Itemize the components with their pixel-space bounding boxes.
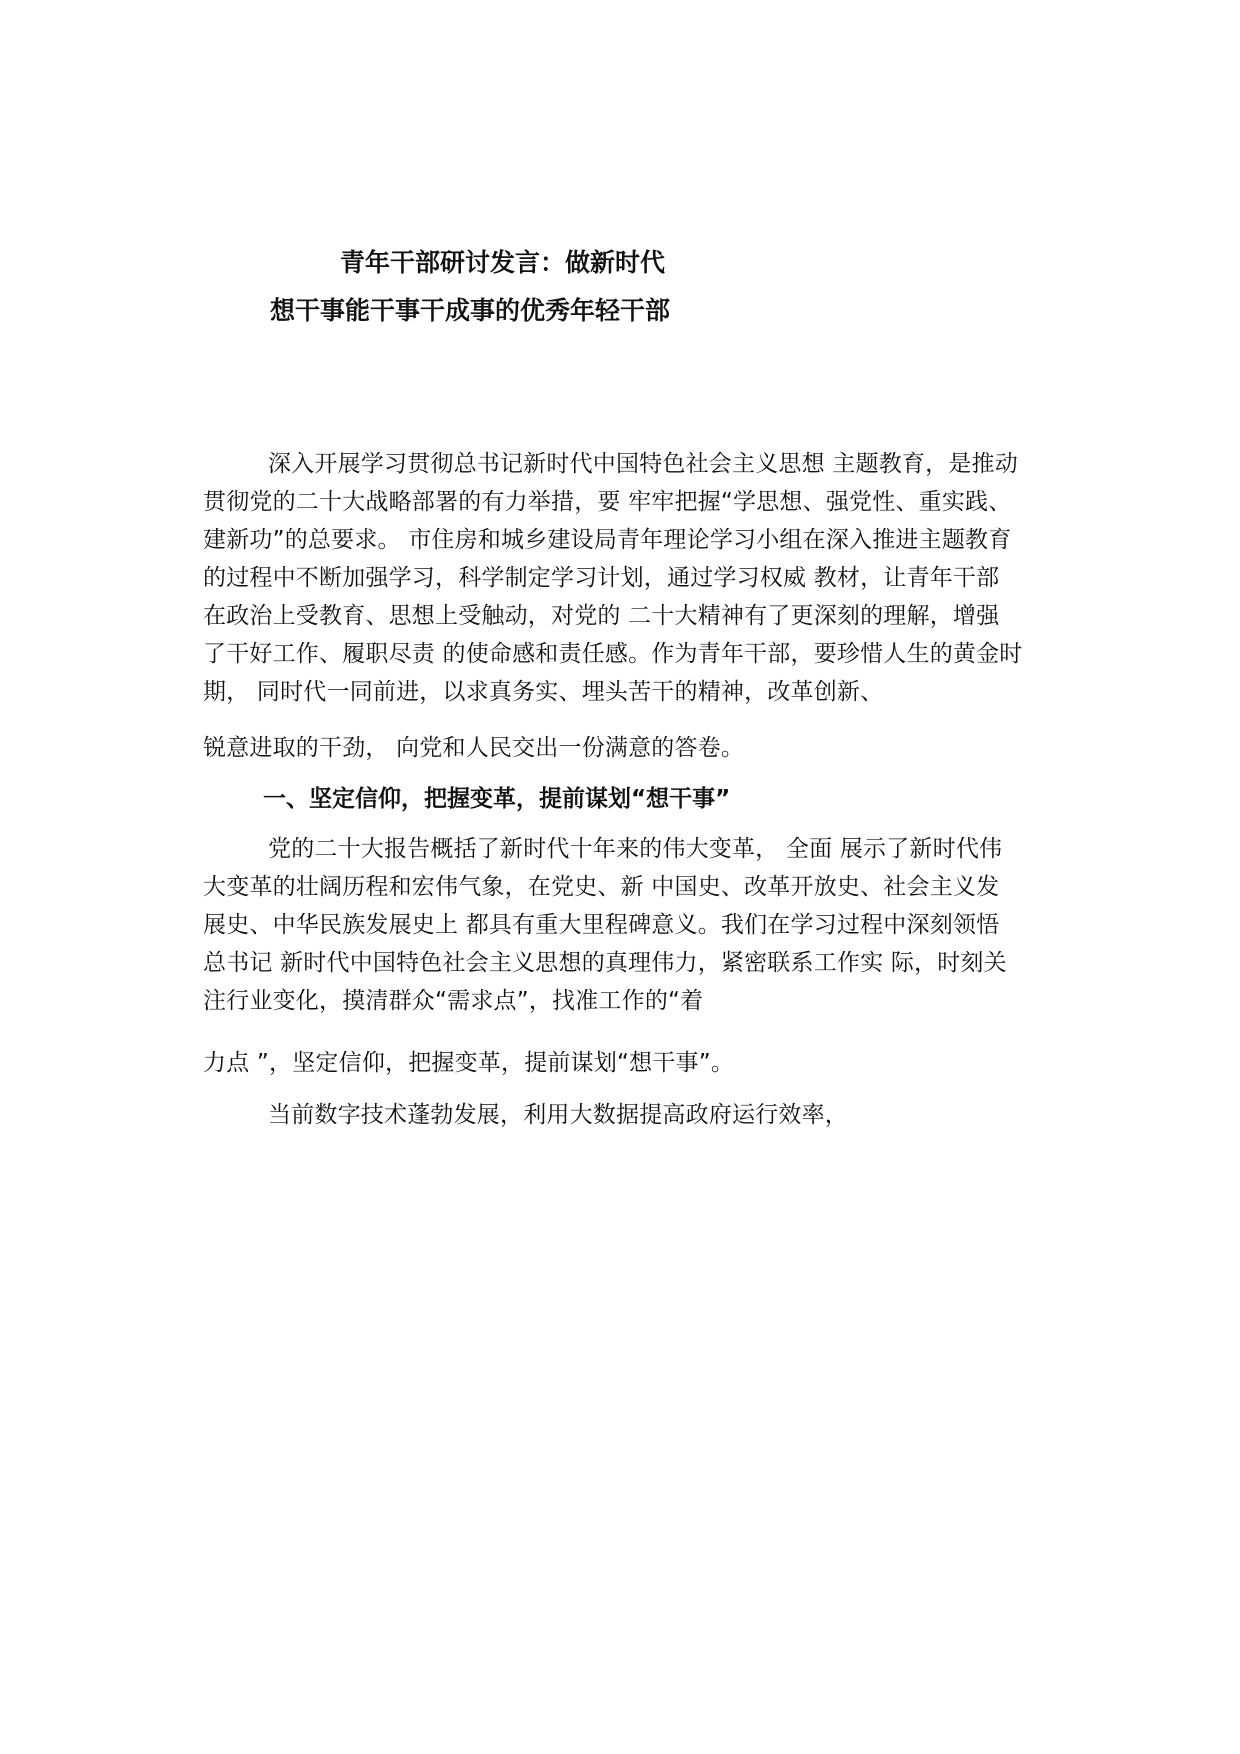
intro-line: 锐意进取的干劲， 向党和人民交出一份满意的答卷。 bbox=[203, 735, 745, 761]
section-heading: 一、坚定信仰，把握变革，提前谋划“想干事” bbox=[263, 786, 731, 812]
section-line: 力点 ”，坚定信仰，把握变革，提前谋划“想干事”。 bbox=[203, 1050, 735, 1076]
section-line: 展史、中华民族发展史上 都具有重大里程碑意义。我们在学习过程中深刻领悟 bbox=[203, 912, 1000, 938]
document-title-line-2: 想干事能干事干成事的优秀年轻干部 bbox=[270, 296, 671, 325]
intro-line: 期， 同时代一同前进，以求真务实、埋头苦干的精神，改革创新、 bbox=[203, 679, 884, 705]
section-line: 大变革的壮阔历程和宏伟气象，在党史、新 中国史、改革开放史、社会主义发 bbox=[203, 874, 1000, 900]
intro-line: 深入开展学习贯彻总书记新时代中国特色社会主义思想 主题教育，是推动 bbox=[268, 451, 1018, 477]
section-line: 当前数字技术蓬勃发展，利用大数据提高政府运行效率， bbox=[268, 1102, 848, 1128]
section-line: 总书记 新时代中国特色社会主义思想的真理伟力，紧密联系工作实 际，时刻关 bbox=[203, 950, 1007, 976]
document-title-line-1: 青年干部研讨发言：做新时代 bbox=[340, 248, 666, 277]
intro-line: 建新功”的总要求。 市住房和城乡建设局青年理论学习小组在深入推进主题教育 bbox=[203, 527, 1012, 553]
intro-line: 在政治上受教育、思想上受触动，对党的 二十大精神有了更深刻的理解，增强 bbox=[203, 603, 1000, 629]
intro-line: 贯彻党的二十大战略部署的有力举措，要 牢牢把握“学思想、强党性、重实践、 bbox=[203, 489, 1012, 515]
intro-line: 的过程中不断加强学习，科学制定学习计划，通过学习权威 教材，让青年干部 bbox=[203, 565, 1000, 591]
intro-line: 了干好工作、履职尽责 的使命感和责任感。作为青年干部，要珍惜人生的黄金时 bbox=[203, 641, 1023, 667]
section-line: 注行业变化，摸清群众“需求点”，找准工作的“着 bbox=[203, 988, 704, 1014]
section-line: 党的二十大报告概括了新时代十年来的伟大变革， 全面 展示了新时代伟 bbox=[268, 836, 1003, 862]
